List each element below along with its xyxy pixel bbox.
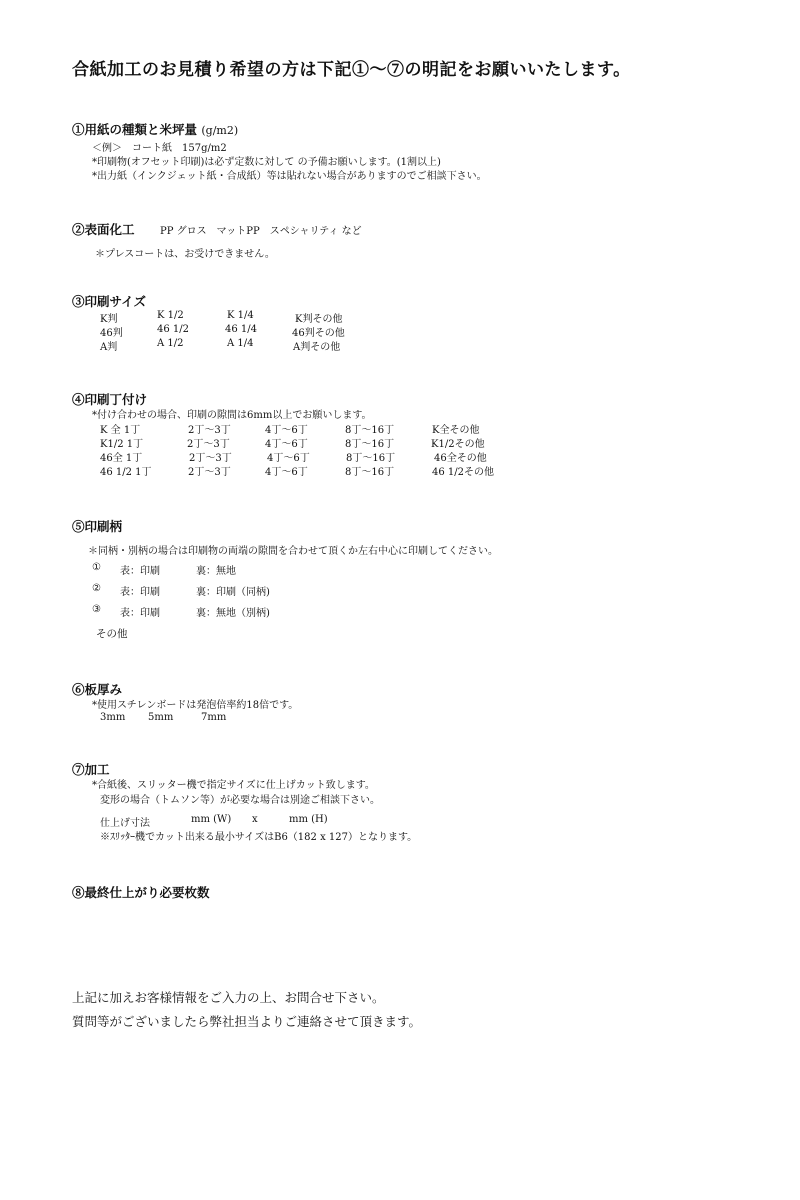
section-print-pattern-heading: ⑤印刷柄 [72,519,123,534]
paper-note-output: *出力紙（インクジェット紙・合成紙）等は貼れない場合がありますのでご相談下さい。 [92,171,487,182]
imposition-cell: 46 1/2その他 [432,467,494,478]
print-size-cell: A判 [100,342,118,353]
print-pattern-note: ＊同柄・別柄の場合は印刷物の両端の隙間を合わせて頂くか左右中心に印刷してください。 [88,546,498,557]
finish-size-times: x [252,814,258,825]
imposition-note: *付け合わせの場合、印刷の隙間は6mm以上でお願いします。 [92,410,372,421]
imposition-cell: 46全その他 [434,453,487,464]
imposition-cell: 46全 1丁 [100,453,143,464]
thickness-option: 7mm [201,712,227,723]
print-size-cell: K判その他 [295,314,343,325]
print-size-cell: A 1/4 [227,338,254,349]
paper-note-offset: *印刷物(オフセット印刷)は必ず定数に対して の予備お願いします。(1割以上) [92,157,441,168]
section-board-thickness-heading: ⑥板厚み [72,682,123,697]
thickness-option: 3mm [100,712,126,723]
print-size-cell: 46判その他 [292,328,345,339]
page-title: 合紙加工のお見積り希望の方は下記①～⑦の明記をお願いいたします。 [72,60,631,80]
section-final-quantity-heading: ⑧最終仕上がり必要枚数 [72,885,210,900]
imposition-cell: 4丁～6丁 [265,439,308,450]
imposition-cell: 2丁～3丁 [189,453,232,464]
section-imposition-heading: ④印刷丁付け [72,392,148,407]
imposition-cell: 8丁～16丁 [345,467,395,478]
surface-note: ＊プレスコートは、お受けできません。 [95,249,275,260]
option-back: 裏：無地 [196,566,236,577]
print-size-cell: A判その他 [293,342,341,353]
imposition-cell: 4丁～6丁 [265,425,308,436]
imposition-cell: 8丁～16丁 [345,439,395,450]
section-processing-heading: ⑦加工 [72,762,110,777]
section-paper-title: ①用紙の種類と米坪量 [72,122,198,137]
paper-example: ＜例＞ コート紙 157g/m2 [92,143,227,154]
imposition-cell: 2丁～3丁 [188,467,231,478]
imposition-cell: 2丁～3丁 [188,425,231,436]
imposition-cell: K全その他 [432,425,480,436]
imposition-cell: K1/2その他 [431,439,485,450]
section-print-size-heading: ③印刷サイズ [72,294,147,309]
thickness-option: 5mm [148,712,174,723]
imposition-cell: 8丁～16丁 [345,425,395,436]
section-surface-heading: ②表面化工 [72,222,135,237]
surface-options: PP グロス マットPP スペシャリティ など [160,226,362,237]
board-thickness-note: *使用スチレンボードは発泡倍率約18倍です。 [92,700,299,711]
option-front: 表：印刷 [120,566,160,577]
print-size-cell: K判 [100,314,118,325]
finish-size-label: 仕上げ寸法 [100,818,150,829]
section-paper-heading [72,120,238,138]
print-size-cell: 46 1/4 [225,324,257,335]
footer-line-contact: 上記に加えお客様情報をご入力の上、お問合せ下さい。 [72,990,385,1005]
print-size-cell: K 1/2 [157,310,184,321]
print-size-cell: K 1/4 [227,310,254,321]
imposition-cell: 4丁～6丁 [265,467,308,478]
processing-note-shape: 変形の場合（トムソン等）が必要な場合は別途ご相談下さい。 [100,795,380,806]
option-number: ② [92,583,101,594]
imposition-cell: K 全 1丁 [100,425,141,436]
imposition-cell: K1/2 1丁 [100,439,144,450]
footer-line-questions: 質問等がございましたら弊社担当よりご連絡させて頂きます。 [72,1014,422,1029]
imposition-cell: 4丁～6丁 [267,453,310,464]
section-paper-unit: (g/m2) [201,124,239,137]
finish-size-height-unit: mm (H) [289,814,328,825]
option-number: ③ [92,604,101,615]
print-pattern-other: その他 [96,628,128,640]
print-size-cell: A 1/2 [157,338,184,349]
option-front: 表：印刷 [120,587,160,598]
option-front: 表：印刷 [120,608,160,619]
print-size-cell: 46判 [100,328,123,339]
processing-note-cut: *合紙後、スリッター機で指定サイズに仕上げカット致します。 [92,780,375,791]
option-back: 裏：印刷（同柄) [196,587,270,598]
processing-min-size-note: ※ｽﾘｯﾀｰ機でカット出来る最小サイズはB6（182 x 127）となります。 [100,832,418,843]
imposition-cell: 2丁～3丁 [187,439,230,450]
print-size-cell: 46 1/2 [157,324,189,335]
finish-size-width-unit: mm (W) [191,814,232,825]
imposition-cell: 46 1/2 1丁 [100,467,152,478]
option-number: ① [92,562,101,573]
option-back: 裏：無地（別柄) [196,608,270,619]
imposition-cell: 8丁～16丁 [346,453,396,464]
